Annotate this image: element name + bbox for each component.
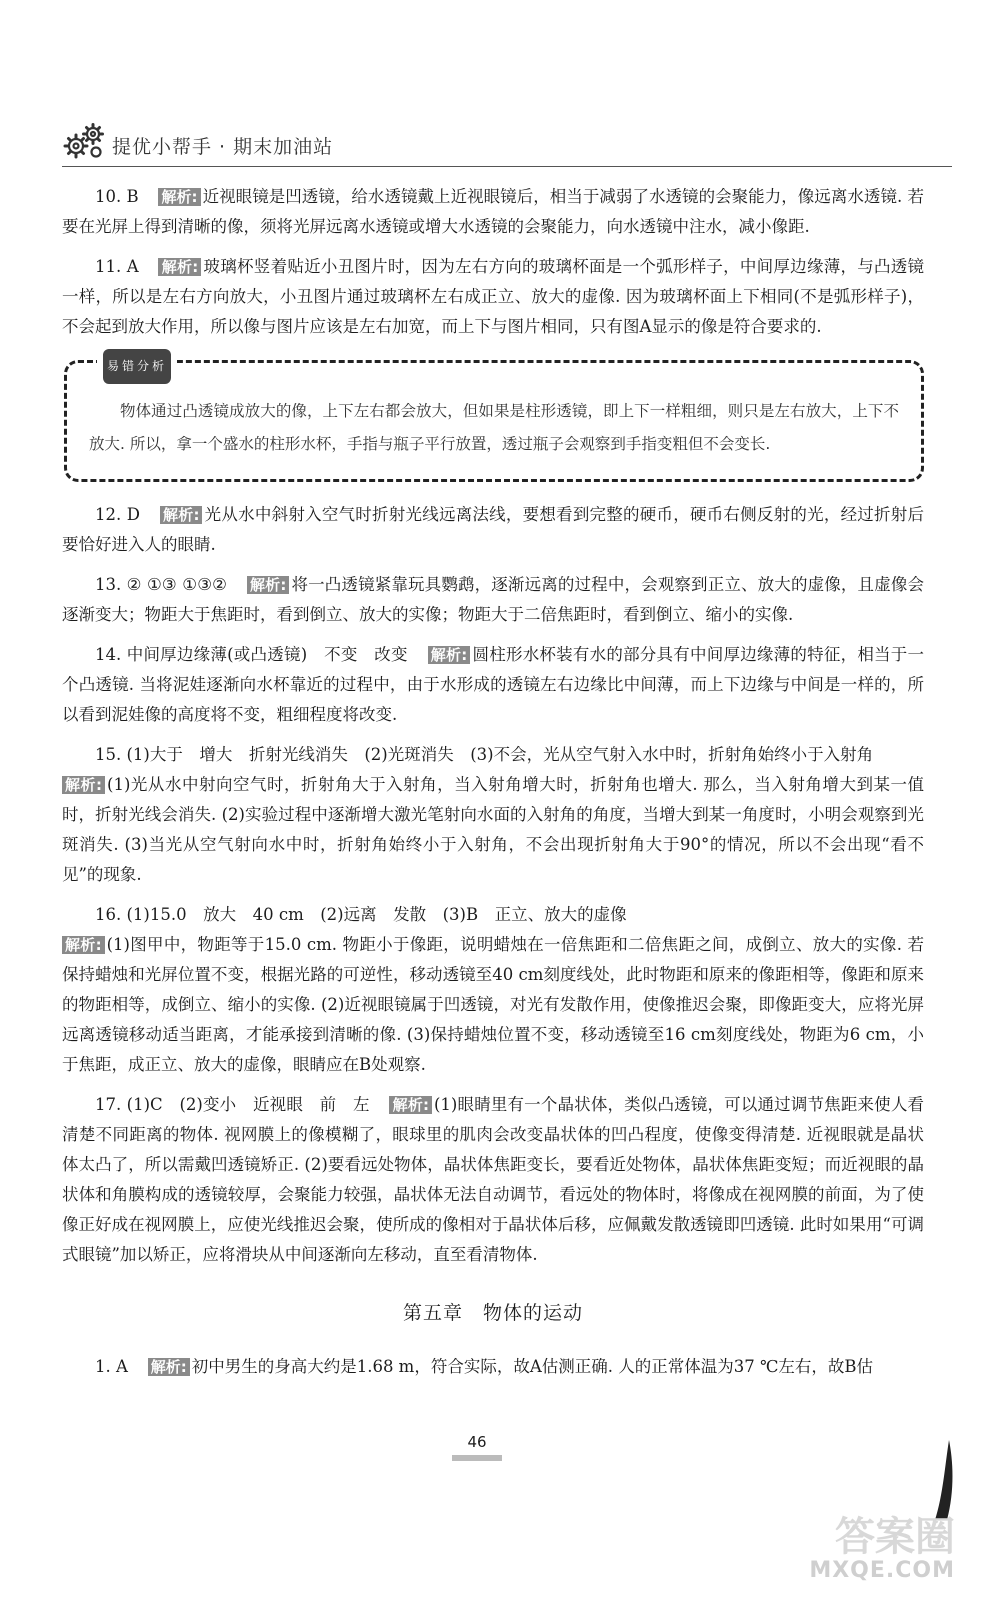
analysis-tag: 解析:: [389, 1096, 432, 1114]
analysis-tag: 解析:: [158, 188, 200, 206]
answer-item-13: [62, 570, 924, 630]
answer-prefix: 11. A: [95, 257, 139, 276]
answer-prefix: 13. ② ①③ ①③②: [95, 575, 228, 594]
analysis-tag: 解析:: [158, 258, 201, 276]
analysis-tag: 解析:: [62, 776, 105, 794]
watermark-logo: 答案圈: [835, 1514, 955, 1560]
watermark-url: MXQE.COM: [809, 1558, 955, 1583]
analysis-tag: 解析:: [62, 936, 105, 954]
answer-content: [62, 182, 924, 1392]
gear-icon: [62, 118, 108, 164]
error-analysis-box: [64, 360, 924, 482]
answer-item-11: [62, 252, 924, 342]
error-analysis-text: 物体通过凸透镜成放大的像，上下左右都会放大，但如果是柱形透镜，即上下一样粗细，则只是左右放大，上下不放大. 所以，拿一个盛水的柱形水杯，手指与瓶子平行放置，透过瓶子会观察到手指变粗但不会变长.: [89, 402, 899, 453]
answer-item-17: [62, 1090, 924, 1270]
answer-item-1: [62, 1352, 924, 1382]
answer-item-16: 16. (1)15.0 放大 40 cm (2)远离 发散 (3)B 正立、放大的虚像: [95, 905, 627, 924]
error-analysis-label: 易错分析: [97, 349, 177, 384]
page-number: 46: [467, 1433, 487, 1451]
page-header: [62, 118, 952, 166]
answer-item-15: 15. (1)大于 增大 折射光线消失 (2)光斑消失 (3)不会，光从空气射入水中时，折射角始终小于入射角: [95, 745, 874, 764]
analysis-text: (1)光从水中射向空气时，折射角大于入射角，当入射角增大时，折射角也增大. 那么，当入射角增大到某一值时，折射光线会消失. (2)实验过程中逐渐增大激光笔射向水面的入射角的角度，当增大到某一角度时，小明会观察到光斑消失. (3)当光从空气射向水中时，折射角始终小于入射角，不会出现折射角大于90°的情况，所以不会出现“看不见”的现象.: [62, 775, 924, 884]
answer-prefix: 12. D: [95, 505, 140, 524]
answer-item-14: [62, 640, 924, 730]
chapter-title: 第五章 物体的运动: [402, 1302, 583, 1324]
analysis-text: 玻璃杯竖着贴近小丑图片时，因为左右方向的玻璃杯面是一个弧形样子，中间厚边缘薄，与凸透镜一样，所以是左右方向放大，小丑图片通过玻璃杯左右成正立、放大的虚像. 因为玻璃杯面上下相同(不是弧形样子)，不会起到放大作用，所以像与图片应该是左右加宽，而上下与图片相同，只有图A显示的像是符合要求的.: [62, 257, 925, 336]
analysis-text: 圆柱形水杯装有水的部分具有中间厚边缘薄的特征，相当于一个凸透镜. 当将泥娃逐渐向水杯靠近的过程中，由于水形成的透镜左右边缘比中间薄，而上下边缘与中间是一样的，所以看到泥娃像的高度将不变，粗细程度将改变.: [62, 645, 925, 724]
answer-prefix: 14. 中间厚边缘薄(或凸透镜) 不变 改变: [95, 645, 408, 664]
header-title: 提优小帮手 · 期末加油站: [112, 136, 334, 158]
page-number-bar: [452, 1455, 502, 1461]
analysis-text: 将一凸透镜紧靠玩具鹦鹉，逐渐远离的过程中，会观察到正立、放大的虚像，且虚像会逐渐变大；物距大于焦距时，看到倒立、放大的实像；物距大于二倍焦距时，看到倒立、缩小的实像.: [62, 575, 925, 624]
answer-item-10: [62, 182, 924, 242]
analysis-tag: 解析:: [428, 646, 471, 664]
answer-prefix: 17. (1)C (2)变小 近视眼 前 左: [95, 1095, 370, 1114]
analysis-tag: 解析:: [148, 1358, 190, 1376]
answer-prefix: 1. A: [95, 1357, 128, 1376]
analysis-tag: 解析:: [247, 576, 289, 594]
answer-prefix: 10. B: [95, 187, 139, 206]
analysis-item-16: [62, 930, 924, 1080]
analysis-text: (1)眼睛里有一个晶状体，类似凸透镜，可以通过调节焦距来使人看清楚不同距离的物体. 视网膜上的像模糊了，眼球里的肌肉会改变晶状体的凹凸程度，使像变得清楚. 近视眼就是晶状体太凸了，所以需戴凹透镜矫正. (2)要看远处物体，晶状体焦距变长，要看近处物体，晶状体焦距变短；而近视眼的晶状体和角膜构成的透镜较厚，会聚能力较强，晶状体无法自动调节，看远处的物体时，将像成在视网膜的前面，为了使像正好成在视网膜上，应使光线推迟会聚，使所成的像相对于晶状体后移，应佩戴发散透镜即凹透镜. 此时如果用“可调式眼镜”加以矫正，应将滑块从中间逐渐向左移动，直至看清物体.: [62, 1095, 925, 1264]
analysis-text: 光从水中斜射入空气时折射光线远离法线，要想看到完整的硬币，硬币右侧反射的光，经过折射后要恰好进入人的眼睛.: [62, 505, 925, 554]
header-divider: [62, 166, 952, 167]
analysis-item-15: [62, 770, 924, 890]
analysis-text: 初中男生的身高大约是1.68 m，符合实际，故A估测正确. 人的正常体温为37 ℃左右，故B估: [191, 1357, 874, 1376]
answer-item-12: [62, 500, 924, 560]
analysis-text: (1)图甲中，物距等于15.0 cm. 物距小于像距，说明蜡烛在一倍焦距和二倍焦距之间，成倒立、放大的实像. 若保持蜡烛和光屏位置不变，根据光路的可逆性，移动透镜至40 cm刻度线处，此时物距和原来的像距相等，像距和原来的物距相等，成倒立、缩小的实像. (2)近视眼镜属于凹透镜，对光有发散作用，使像推迟会聚，即像距变大，应将光屏远离透镜移动适当距离，才能承接到清晰的像. (3)保持蜡烛位置不变，移动透镜至16 cm刻度线处，物距为6 cm，小于焦距，成正立、放大的虚像，眼睛应在B处观察.: [62, 935, 924, 1074]
analysis-tag: 解析:: [160, 506, 203, 524]
analysis-text: 近视眼镜是凹透镜，给水透镜戴上近视眼镜后，相当于减弱了水透镜的会聚能力，像远离水透镜. 若要在光屏上得到清晰的像，须将光屏远离水透镜或增大水透镜的会聚能力，向水透镜中注水，减小像距.: [62, 187, 924, 236]
